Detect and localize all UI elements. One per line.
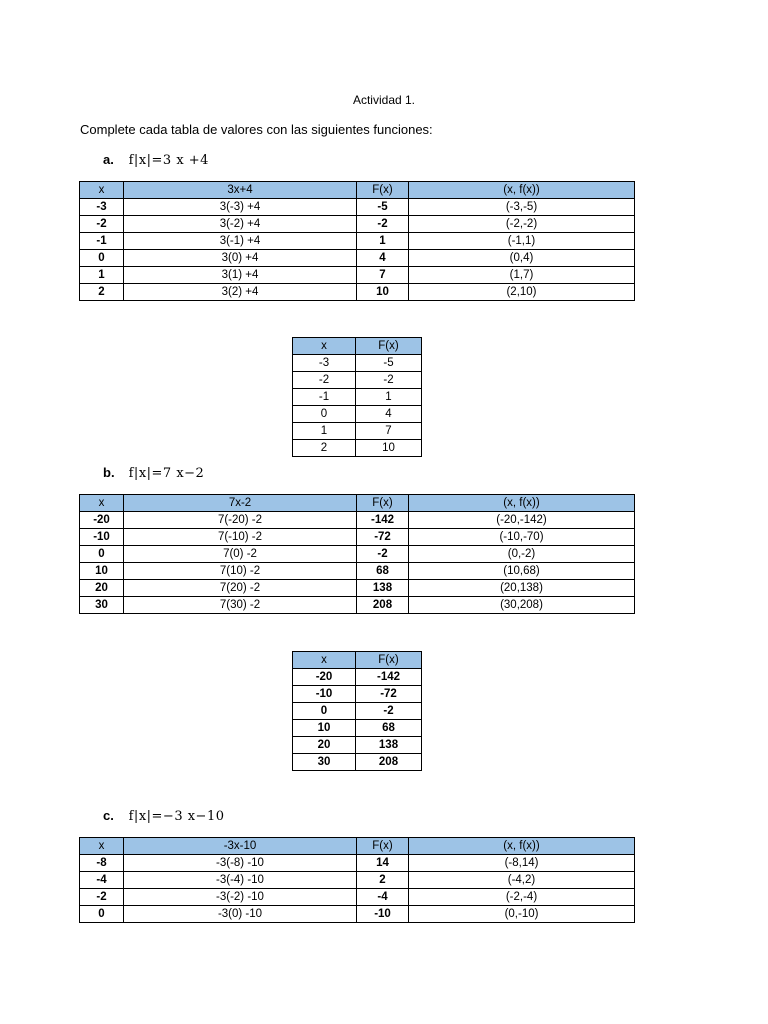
table-row bbox=[293, 355, 422, 372]
table-row bbox=[293, 423, 422, 440]
table-cell: 3(-2) +4 bbox=[124, 216, 357, 233]
table-cell: -2 bbox=[357, 216, 409, 233]
table-cell: 20 bbox=[80, 580, 124, 597]
function-a bbox=[103, 152, 209, 168]
column-header: (x, f(x)) bbox=[409, 182, 635, 199]
table-cell: 0 bbox=[80, 546, 124, 563]
section-label: a. bbox=[103, 152, 114, 167]
table-cell: 14 bbox=[357, 855, 409, 872]
section-label: b. bbox=[103, 465, 115, 480]
column-header: 7x-2 bbox=[124, 495, 357, 512]
table-cell: -10 bbox=[293, 686, 356, 703]
table-header-row bbox=[293, 338, 422, 355]
table-cell: (0,-2) bbox=[409, 546, 635, 563]
table-cell: 7(-10) -2 bbox=[124, 529, 357, 546]
table-cell: -5 bbox=[357, 199, 409, 216]
table-cell: 138 bbox=[357, 580, 409, 597]
table-cell: 0 bbox=[80, 250, 124, 267]
table-cell: 4 bbox=[356, 406, 422, 423]
table-row bbox=[80, 284, 635, 301]
function-b bbox=[103, 465, 204, 481]
table-cell: 208 bbox=[356, 754, 422, 771]
table-cell: (-3,-5) bbox=[409, 199, 635, 216]
table-cell: 10 bbox=[356, 440, 422, 457]
table-cell: 30 bbox=[293, 754, 356, 771]
table-cell: (-2,-2) bbox=[409, 216, 635, 233]
table-cell: -3(0) -10 bbox=[124, 906, 357, 923]
table-cell: -2 bbox=[357, 546, 409, 563]
table-cell: -20 bbox=[293, 669, 356, 686]
table-cell: (-2,-4) bbox=[409, 889, 635, 906]
table-row bbox=[293, 703, 422, 720]
table-cell: -2 bbox=[356, 372, 422, 389]
column-header: F(x) bbox=[357, 838, 409, 855]
table-row bbox=[80, 580, 635, 597]
function-formula: f|x|=3 x +4 bbox=[128, 153, 209, 168]
column-header: x bbox=[80, 495, 124, 512]
function-formula: f|x|=−3 x−10 bbox=[128, 809, 225, 824]
function-formula: f|x|=7 x−2 bbox=[128, 466, 205, 481]
table-header-row bbox=[80, 495, 635, 512]
table-cell: -72 bbox=[357, 529, 409, 546]
table-row bbox=[80, 855, 635, 872]
table-cell: 2 bbox=[357, 872, 409, 889]
table-cell: 0 bbox=[80, 906, 124, 923]
table-cell: -3(-8) -10 bbox=[124, 855, 357, 872]
table-cell: -3(-2) -10 bbox=[124, 889, 357, 906]
table-cell: -4 bbox=[357, 889, 409, 906]
table-header-row bbox=[80, 182, 635, 199]
values-table-c bbox=[79, 837, 635, 923]
table-row bbox=[80, 889, 635, 906]
table-cell: 10 bbox=[293, 720, 356, 737]
table-row bbox=[80, 597, 635, 614]
table-cell: -10 bbox=[80, 529, 124, 546]
table-cell: -3(-4) -10 bbox=[124, 872, 357, 889]
table-cell: -2 bbox=[293, 372, 356, 389]
table-cell: 2 bbox=[293, 440, 356, 457]
table-cell: -20 bbox=[80, 512, 124, 529]
table-cell: (1,7) bbox=[409, 267, 635, 284]
column-header: F(x) bbox=[357, 182, 409, 199]
table-cell: (20,138) bbox=[409, 580, 635, 597]
table-row bbox=[80, 267, 635, 284]
column-header: x bbox=[80, 182, 124, 199]
table-cell: (-10,-70) bbox=[409, 529, 635, 546]
summary-table-b bbox=[292, 651, 422, 771]
column-header: F(x) bbox=[357, 495, 409, 512]
table-cell: -2 bbox=[356, 703, 422, 720]
column-header: -3x-10 bbox=[124, 838, 357, 855]
column-header: F(x) bbox=[356, 652, 422, 669]
table-row bbox=[80, 233, 635, 250]
table-cell: 10 bbox=[357, 284, 409, 301]
table-cell: 1 bbox=[356, 389, 422, 406]
column-header: x bbox=[293, 338, 356, 355]
table-cell: (-20,-142) bbox=[409, 512, 635, 529]
table-cell: -4 bbox=[80, 872, 124, 889]
column-header: x bbox=[293, 652, 356, 669]
table-row bbox=[293, 440, 422, 457]
values-table-a bbox=[79, 181, 635, 301]
table-header-row bbox=[293, 652, 422, 669]
summary-table-a bbox=[292, 337, 422, 457]
table-cell: (10,68) bbox=[409, 563, 635, 580]
table-cell: (-8,14) bbox=[409, 855, 635, 872]
table-cell: 1 bbox=[357, 233, 409, 250]
table-cell: 7(-20) -2 bbox=[124, 512, 357, 529]
values-table-b bbox=[79, 494, 635, 614]
table-row bbox=[80, 529, 635, 546]
table-cell: 208 bbox=[357, 597, 409, 614]
table-cell: 7(30) -2 bbox=[124, 597, 357, 614]
table-cell: -1 bbox=[293, 389, 356, 406]
table-cell: (-4,2) bbox=[409, 872, 635, 889]
table-cell: 3(-1) +4 bbox=[124, 233, 357, 250]
table-cell: -3 bbox=[80, 199, 124, 216]
table-cell: 7 bbox=[357, 267, 409, 284]
table-row bbox=[80, 512, 635, 529]
function-c bbox=[103, 808, 224, 824]
table-cell: 7 bbox=[356, 423, 422, 440]
table-cell: -2 bbox=[80, 216, 124, 233]
table-cell: -3 bbox=[293, 355, 356, 372]
table-cell: 2 bbox=[80, 284, 124, 301]
table-row bbox=[293, 754, 422, 771]
page-title: Actividad 1. bbox=[352, 93, 416, 107]
table-cell: (30,208) bbox=[409, 597, 635, 614]
table-row bbox=[293, 686, 422, 703]
table-cell: -5 bbox=[356, 355, 422, 372]
table-row bbox=[293, 406, 422, 423]
table-cell: (0,-10) bbox=[409, 906, 635, 923]
table-row bbox=[80, 563, 635, 580]
table-cell: 1 bbox=[80, 267, 124, 284]
table-row bbox=[80, 250, 635, 267]
table-cell: 0 bbox=[293, 703, 356, 720]
table-cell: (-1,1) bbox=[409, 233, 635, 250]
table-row bbox=[80, 906, 635, 923]
table-cell: 3(-3) +4 bbox=[124, 199, 357, 216]
table-row bbox=[293, 389, 422, 406]
section-label: c. bbox=[103, 808, 114, 823]
table-cell: 138 bbox=[356, 737, 422, 754]
table-cell: 7(20) -2 bbox=[124, 580, 357, 597]
instructions: Complete cada tabla de valores con las siguientes funciones: bbox=[80, 122, 433, 137]
table-cell: 68 bbox=[356, 720, 422, 737]
table-cell: (2,10) bbox=[409, 284, 635, 301]
column-header: 3x+4 bbox=[124, 182, 357, 199]
table-cell: (0,4) bbox=[409, 250, 635, 267]
table-row bbox=[80, 872, 635, 889]
table-cell: -142 bbox=[357, 512, 409, 529]
table-cell: 7(10) -2 bbox=[124, 563, 357, 580]
table-cell: -1 bbox=[80, 233, 124, 250]
table-cell: -2 bbox=[80, 889, 124, 906]
table-cell: 1 bbox=[293, 423, 356, 440]
table-row bbox=[293, 372, 422, 389]
column-header: x bbox=[80, 838, 124, 855]
table-cell: 4 bbox=[357, 250, 409, 267]
table-cell: 3(2) +4 bbox=[124, 284, 357, 301]
table-cell: 10 bbox=[80, 563, 124, 580]
table-cell: -72 bbox=[356, 686, 422, 703]
table-header-row bbox=[80, 838, 635, 855]
table-row bbox=[80, 216, 635, 233]
column-header: (x, f(x)) bbox=[409, 838, 635, 855]
table-cell: -10 bbox=[357, 906, 409, 923]
table-cell: 68 bbox=[357, 563, 409, 580]
column-header: F(x) bbox=[356, 338, 422, 355]
table-row bbox=[293, 737, 422, 754]
table-cell: 0 bbox=[293, 406, 356, 423]
table-row bbox=[293, 669, 422, 686]
table-cell: 7(0) -2 bbox=[124, 546, 357, 563]
table-cell: -8 bbox=[80, 855, 124, 872]
table-cell: 3(0) +4 bbox=[124, 250, 357, 267]
table-cell: 20 bbox=[293, 737, 356, 754]
table-cell: 30 bbox=[80, 597, 124, 614]
table-row bbox=[80, 546, 635, 563]
table-cell: 3(1) +4 bbox=[124, 267, 357, 284]
table-cell: -142 bbox=[356, 669, 422, 686]
table-row bbox=[293, 720, 422, 737]
column-header: (x, f(x)) bbox=[409, 495, 635, 512]
table-row bbox=[80, 199, 635, 216]
